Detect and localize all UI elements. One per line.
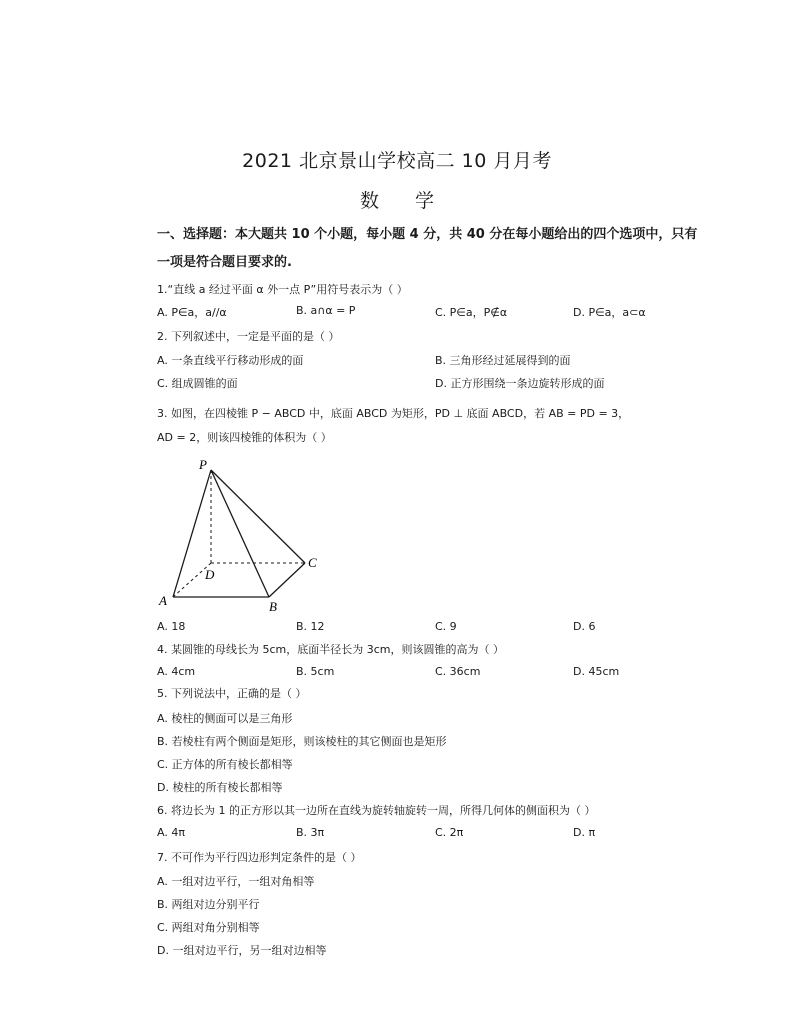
q3-stem-line-2: AD = 2，则该四棱锥的体积为（ ）: [157, 431, 332, 444]
edge-pc: [211, 470, 305, 563]
q1-option-c: C. P∈a，P∉α: [435, 306, 508, 319]
q7-stem: 7. 不可作为平行四边形判定条件的是（ ）: [157, 851, 362, 864]
q6-option-b: B. 3π: [296, 826, 325, 839]
exam-subject: [0, 186, 794, 213]
q6-option-a: A. 4π: [157, 826, 185, 839]
edge-pb: [211, 470, 269, 597]
q3-option-b: B. 12: [296, 620, 325, 633]
q7-option-a: A. 一组对边平行，一组对角相等: [157, 875, 315, 888]
q2-option-a: A. 一条直线平行移动形成的面: [157, 354, 304, 367]
vertex-label-a: A: [159, 593, 167, 608]
q5-option-d: D. 棱柱的所有棱长都相等: [157, 781, 283, 794]
q1-option-b: B. a∩α = P: [296, 304, 356, 317]
q3-option-d: D. 6: [573, 620, 596, 633]
edge-bc: [269, 563, 305, 597]
q3-option-a: A. 18: [157, 620, 186, 633]
q5-option-b: B. 若棱柱有两个侧面是矩形，则该棱柱的其它侧面也是矩形: [157, 735, 447, 748]
q3-option-c: C. 9: [435, 620, 457, 633]
q4-stem: 4. 某圆锥的母线长为 5cm，底面半径长为 3cm，则该圆锥的高为（ ）: [157, 643, 505, 656]
q5-option-c: C. 正方体的所有棱长都相等: [157, 758, 293, 771]
q1-stem: 1.“直线 a 经过平面 α 外一点 P”用符号表示为（ ）: [157, 283, 408, 296]
section-heading-line-1: 一、选择题：本大题共 10 个小题，每小题 4 分，共 40 分在每小题给出的四个选项中，只有: [157, 227, 698, 242]
exam-title: 2021 北京景山学校高二 10 月月考: [242, 150, 552, 172]
q7-option-d: D. 一组对边平行，另一组对边相等: [157, 944, 327, 957]
q4-option-b: B. 5cm: [296, 665, 335, 678]
q6-stem: 6. 将边长为 1 的正方形以其一边所在直线为旋转轴旋转一周，所得几何体的侧面积为（ ）: [157, 804, 596, 817]
q7-option-c: C. 两组对角分别相等: [157, 921, 260, 934]
q2-option-b: B. 三角形经过延展得到的面: [435, 354, 571, 367]
q4-option-c: C. 36cm: [435, 665, 481, 678]
q1-option-a: A. P∈a，a//α: [157, 306, 227, 319]
vertex-label-b: B: [269, 599, 277, 614]
q2-stem: 2. 下列叙述中，一定是平面的是（ ）: [157, 330, 340, 343]
section-heading-line-2: 一项是符合题目要求的.: [157, 255, 292, 270]
q4-option-d: D. 45cm: [573, 665, 620, 678]
pyramid-figure: [155, 455, 335, 615]
q6-option-d: D. π: [573, 826, 596, 839]
subject-char-2: 学: [415, 190, 435, 212]
q5-option-a: A. 棱柱的侧面可以是三角形: [157, 712, 293, 725]
q4-option-a: A. 4cm: [157, 665, 196, 678]
q7-option-b: B. 两组对边分别平行: [157, 898, 260, 911]
subject-char-1: 数: [359, 190, 379, 212]
q1-option-d: D. P∈a，a⊂α: [573, 306, 646, 319]
vertex-label-c: C: [308, 555, 317, 570]
q3-stem-line-1: 3. 如图，在四棱锥 P − ABCD 中，底面 ABCD 为矩形，PD ⊥ 底面 ABCD，若 AB = PD = 3，: [157, 407, 630, 420]
q2-option-c: C. 组成圆锥的面: [157, 377, 238, 390]
vertex-label-p: P: [199, 457, 207, 472]
q6-option-c: C. 2π: [435, 826, 464, 839]
q5-stem: 5. 下列说法中，正确的是（ ）: [157, 687, 307, 700]
q2-option-d: D. 正方形围绕一条边旋转形成的面: [435, 377, 605, 390]
vertex-label-d: D: [205, 567, 215, 582]
